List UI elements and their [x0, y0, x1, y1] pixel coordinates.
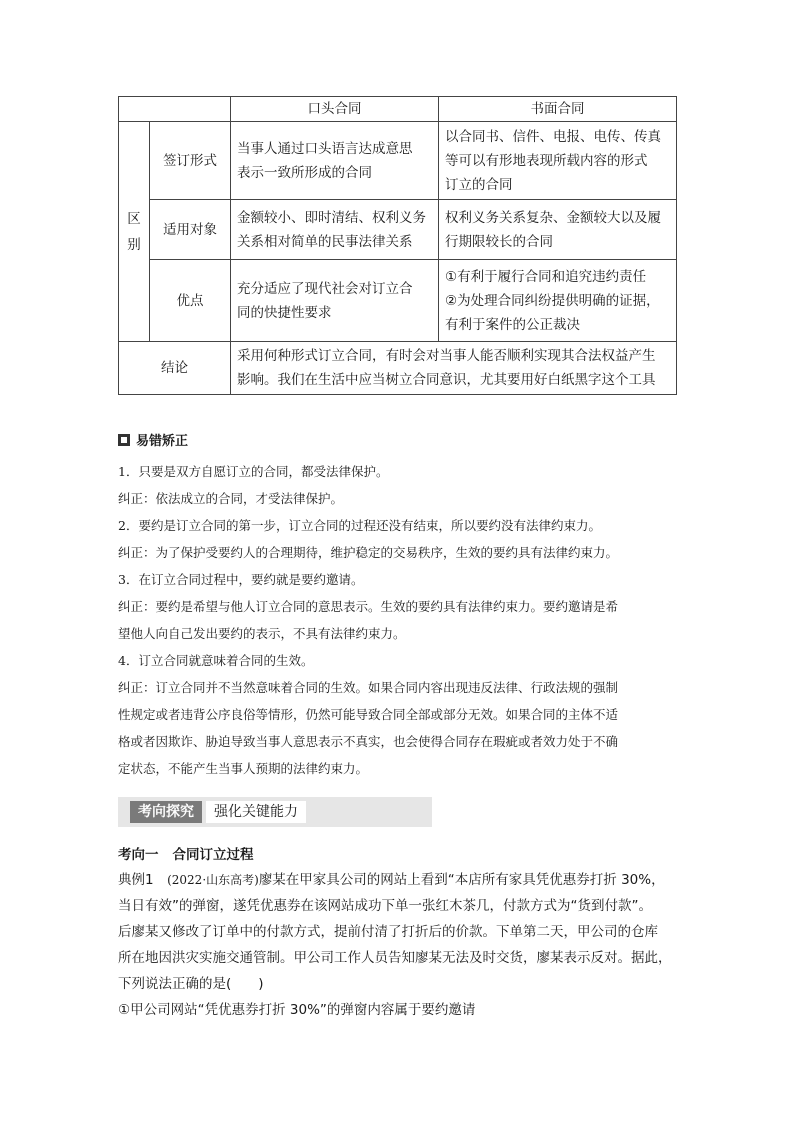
topic-title: 合同订立过程 [172, 847, 254, 863]
cell-line: 有利于案件的公正裁决 [445, 316, 580, 333]
written-cell [439, 122, 677, 200]
cell-line: 充分适应了现代社会对订立合 [237, 280, 413, 297]
group-label-char: 别 [127, 236, 141, 253]
conclusion-label: 结论 [119, 342, 231, 395]
correction-item: 纠正：订立合同并不当然意味着合同的生效。如果合同内容出现违反法律、行政法规的强制 [118, 680, 619, 695]
conclusion-cell [231, 342, 677, 395]
written-cell [439, 200, 677, 260]
table-row [119, 122, 677, 200]
example-line: 所在地因洪灾实施交通管制。甲公司工作人员告知廖某无法及时交货，廖某表示反对。据此， [118, 950, 672, 966]
table-row [119, 260, 677, 342]
example-line: 下列说法正确的是( ) [118, 976, 264, 992]
cell-line: ①有利于履行合同和追究违约责任 [445, 268, 647, 285]
example-block [118, 867, 680, 1023]
cell-line: 行期限较长的合同 [445, 233, 553, 250]
oral-cell [231, 260, 439, 342]
example-text: 廖某在甲家具公司的网站上看到“本店所有家具凭优惠券打折 30%， [258, 872, 665, 888]
group-label-difference [119, 122, 150, 342]
header-oral-contract: 口头合同 [231, 97, 439, 122]
correction-item: 纠正：为了保护受要约人的合理期待，维护稳定的交易秩序，生效的要约具有法律约束力。 [118, 545, 619, 560]
header-empty-cell [119, 97, 231, 122]
error-item: 3．在订立合同过程中，要约就是要约邀请。 [118, 572, 364, 587]
banner-tag: 考向探究 [130, 801, 202, 823]
row-label: 优点 [150, 260, 231, 342]
example-line: ①甲公司网站“凭优惠券打折 30%”的弹窗内容属于要约邀请 [118, 1002, 476, 1018]
error-correction-list [118, 458, 678, 782]
oral-cell [231, 122, 439, 200]
example-first-line [118, 867, 680, 893]
topic-label: 考向一 [118, 847, 159, 863]
cell-line: 金额较小、即时清结、权利义务 [237, 209, 426, 226]
cell-line: 同的快捷性要求 [237, 304, 332, 321]
cell-line: 表示一致所形成的合同 [237, 164, 372, 181]
error-item: 1．只要是双方自愿订立的合同，都受法律保护。 [118, 464, 389, 479]
section-marker-icon [118, 434, 130, 446]
section-heading [118, 430, 188, 449]
cell-line: 关系相对简单的民事法律关系 [237, 233, 413, 250]
correction-item: 性规定或者违背公序良俗等情形，仍然可能导致合同全部或部分无效。如果合同的主体不适 [118, 707, 619, 722]
written-cell [439, 260, 677, 342]
cell-line: 影响。我们在生活中应当树立合同意识，尤其要用好白纸黑字这个工具 [237, 372, 656, 388]
example-label: 典例1 [118, 872, 154, 888]
correction-item: 纠正：依法成立的合同，才受法律保护。 [118, 491, 344, 506]
cell-line: 权利义务关系复杂、金额较大以及履 [445, 209, 661, 226]
oral-cell [231, 200, 439, 260]
row-label: 适用对象 [150, 200, 231, 260]
section-banner [118, 797, 432, 827]
banner-subtitle: 强化关键能力 [206, 801, 306, 823]
cell-line: 等可以有形地表现所载内容的形式 [445, 152, 648, 169]
correction-item: 望他人向自己发出要约的表示，不具有法律约束力。 [118, 626, 406, 641]
cell-line: 采用何种形式订立合同，有时会对当事人能否顺利实现其合法权益产生 [237, 348, 656, 364]
cell-line: 订立的合同 [445, 176, 513, 193]
error-item: 2．要约是订立合同的第一步，订立合同的过程还没有结束，所以要约没有法律约束力。 [118, 518, 601, 533]
example-line: 后廖某又修改了订单中的付款方式，提前付清了打折后的价款。下单第二天，甲公司的仓库 [118, 924, 658, 940]
cell-line: 以合同书、信件、电报、电传、传真 [445, 128, 661, 145]
cell-line: 当事人通过口头语言达成意思 [237, 140, 413, 157]
table-row [119, 200, 677, 260]
section-title: 易错矫正 [136, 434, 189, 449]
table-header-row [119, 97, 677, 122]
error-item: 4．订立合同就意味着合同的生效。 [118, 653, 314, 668]
conclusion-row [119, 342, 677, 395]
topic-heading [118, 843, 268, 863]
correction-item: 定状态，不能产生当事人预期的法律约束力。 [118, 761, 369, 776]
example-source: (2022·山东高考) [167, 873, 259, 887]
header-written-contract: 书面合同 [439, 97, 677, 122]
cell-line: ②为处理合同纠纷提供明确的证据， [445, 292, 660, 309]
example-line: 当日有效”的弹窗，遂凭优惠券在该网站成功下单一张红木茶几，付款方式为“货到付款”。 [118, 898, 652, 914]
row-label: 签订形式 [150, 122, 231, 200]
comparison-table [118, 96, 677, 395]
correction-item: 格或者因欺诈、胁迫导致当事人意思表示不真实，也会使得合同存在瑕疵或者效力处于不确 [118, 734, 619, 749]
group-label-char: 区 [127, 210, 141, 227]
correction-item: 纠正：要约是希望与他人订立合同的意思表示。生效的要约具有法律约束力。要约邀请是希 [118, 599, 619, 614]
